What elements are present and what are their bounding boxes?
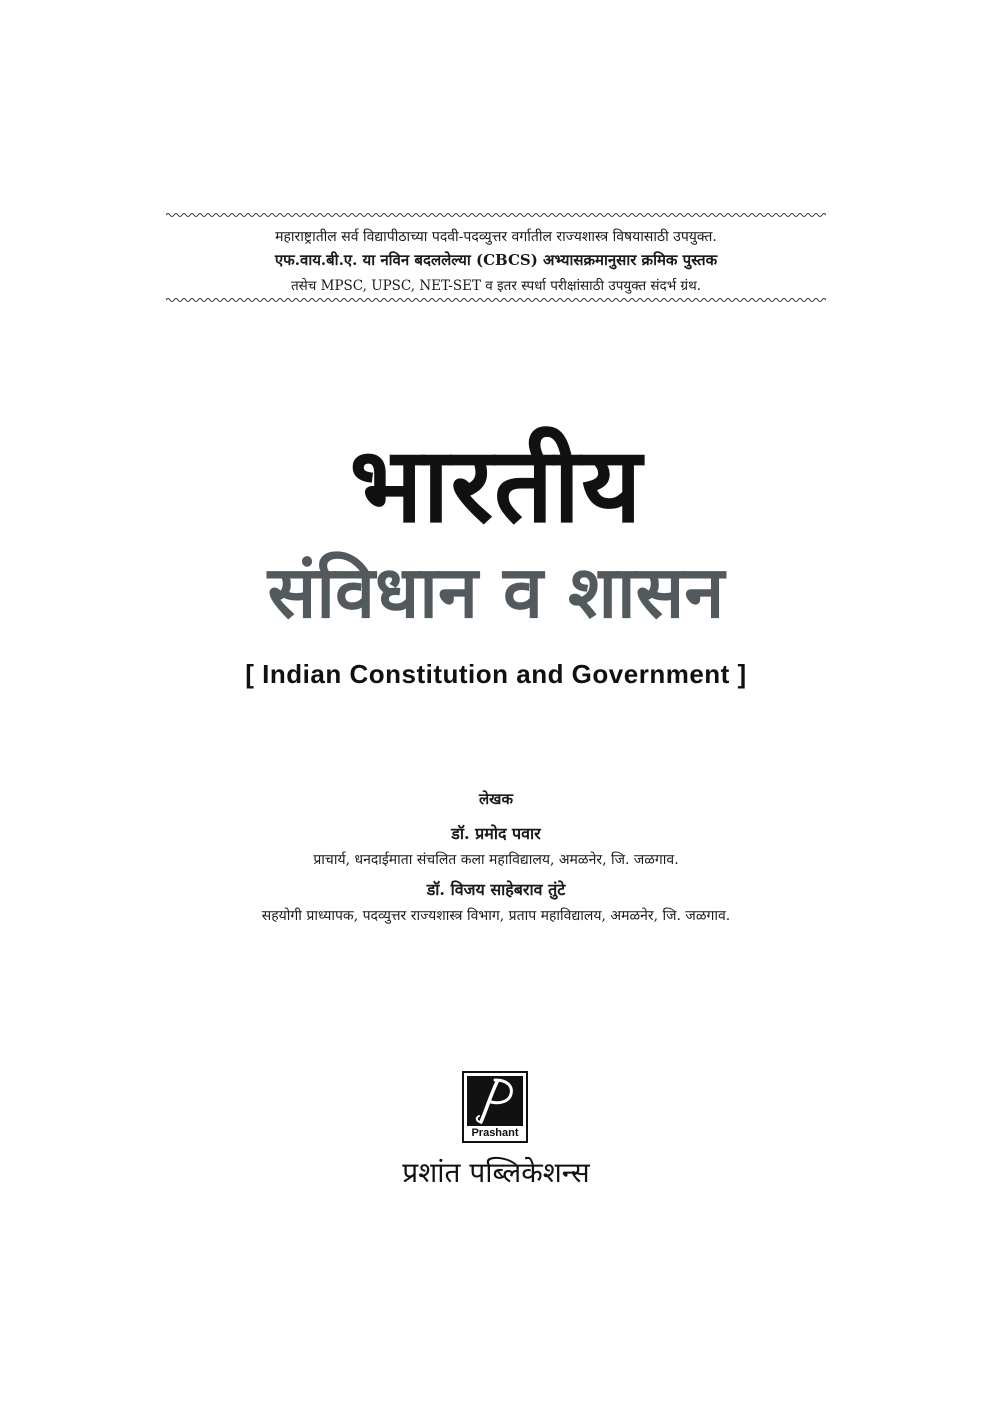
publisher-name: प्रशांत पब्लिकेशन्स	[402, 1156, 590, 1189]
author-2-description: सहयोगी प्राध्यापक, पदव्युत्तर राज्यशास्त्र विभाग, प्रताप महाविद्यालय, अमळनेर, जि. जळगाव.	[261, 908, 731, 924]
intro-line-1: महाराष्ट्रातील सर्व विद्यापीठाच्या पदवी-पदव्युत्तर वर्गातील राज्यशास्त्र विषयासाठी उपयुक्त.	[275, 229, 717, 245]
author-2-name: डॉ. विजय साहेबराव तुंटे	[426, 880, 566, 899]
author-1-name: डॉ. प्रमोद पवार	[451, 824, 541, 843]
intro-line-2: एफ.वाय.बी.ए. या नविन बदललेल्या (CBCS) अभ्यासक्रमानुसार क्रमिक पुस्तक	[274, 251, 718, 269]
book-title-main: भारतीय	[349, 424, 643, 546]
publisher-logo	[462, 1071, 528, 1143]
book-title-sub: संविधान व शासन	[267, 550, 725, 634]
publisher-logo-text: Prashant	[471, 1127, 519, 1139]
prashant-p-logo-icon	[467, 1076, 523, 1126]
author-label: लेखक	[479, 790, 513, 808]
wavy-divider-top	[166, 211, 826, 219]
intro-line-3: तसेच MPSC, UPSC, NET-SET व इतर स्पर्धा परीक्षांसाठी उपयुक्त संदर्भ ग्रंथ.	[290, 278, 702, 294]
wavy-divider-bottom	[166, 296, 826, 304]
author-1-description: प्राचार्य, धनदाईमाता संचलित कला महाविद्यालय, अमळनेर, जि. जळगाव.	[313, 852, 679, 868]
book-title-english: [ Indian Constitution and Government ]	[245, 659, 747, 689]
